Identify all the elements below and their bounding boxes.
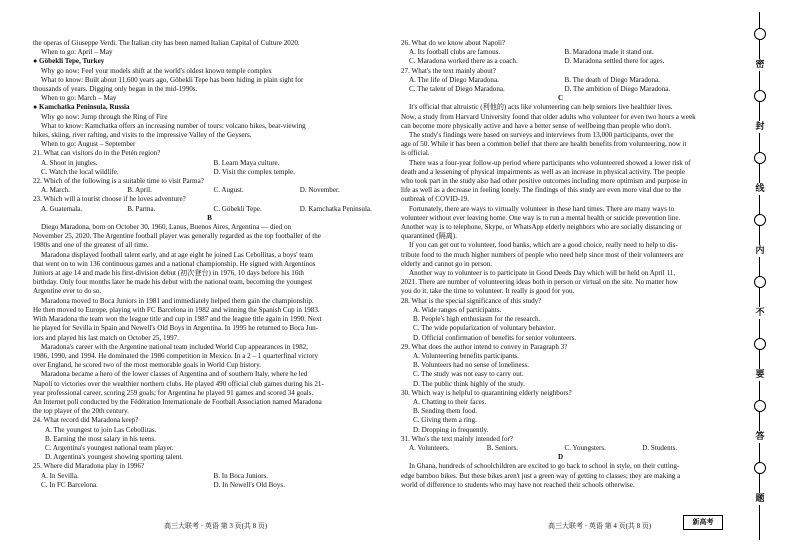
text-line: He then moved to Europe, playing with FC Barcelona in 1982 and winning the Spanish Cup in 1983. [33, 305, 320, 314]
seal-label: 内 [755, 246, 765, 256]
text-line: 1980s and one of the greatest of all time. [33, 241, 149, 250]
seal-circle-icon [754, 462, 766, 474]
text-line: the operas of Giuseppe Verdi. The Italian city has been named Italian Capital of Culture 2020. [33, 39, 300, 47]
text-line: that went on to win 136 continuous games and a national championship. He signed with Argentinos [33, 259, 316, 268]
text-line: year professional career, scoring 259 goals; for Argentina he played 91 games and scored 34 goals. [33, 388, 314, 397]
text-line: November 25, 2020. The Argentine football player was generally regarded as the top footballer of the [33, 232, 321, 241]
text-line: elderly and cannot go in person. [401, 259, 493, 268]
text-line: over England, he scored two of the most memorable goals in World Cup history. [33, 361, 261, 370]
seal-margin-strip [727, 0, 794, 551]
seal-label: 题 [755, 494, 765, 504]
answer-options [401, 48, 720, 57]
text-line: life as well as a decrease in feeling lonely. The findings of this study are even more vital due to the [401, 186, 682, 195]
option: A. Guatemala. [41, 204, 83, 213]
passage-letter: C [557, 94, 564, 103]
text-line: birthday. Only four months later he made his debut with the national team, becoming the youngest [33, 278, 313, 287]
paragraph-line: What to know: Kamchatka offers an increasing number of tours: volcano hikes, bear-viewing [41, 121, 306, 130]
answer-options [401, 57, 720, 66]
text-line: volunteer without ever leaving home. One way is to run a mental health or suicide prevention line. [401, 213, 681, 222]
answer-option: D. Argentina's youngest showing sporting talent. [45, 453, 184, 462]
option: C. Maradona worked there as a coach. [409, 57, 518, 66]
option: B. The death of Diego Maradona. [564, 75, 660, 84]
question-stem: 2021. There are number of volunteering ideas both in person or virtual on the site. No matter how [401, 278, 679, 287]
option: D. The ambition of Diego Maradona. [564, 85, 671, 94]
paragraph-line: Fortunately, there are ways to virtually volunteer in these hard times. There are many ways to [409, 204, 675, 213]
text-line: quarantined (隔离). [401, 232, 457, 241]
text-line: you do it, take the time to volunteer. It really is good for you. [401, 287, 575, 296]
text-line: hikes, skiing, river rafting, and visits to the impressive Valley of the Geysers. [33, 131, 252, 140]
question-stem: 24. What record did Maradona keep? [33, 416, 139, 425]
question-stem: 28. What is the special significance of this study? [401, 296, 542, 305]
paragraph-line: In Ghana, hundreds of schoolchildren are excited to go back to school in style, on their cutting- [409, 462, 680, 471]
seal-label: 线 [755, 184, 765, 194]
option: D. Maradona settled there for ages. [564, 57, 665, 66]
answer-option: B. Sending them food. [413, 407, 478, 416]
section-heading: ● Kamchatka Peninsula, Russia [33, 103, 130, 112]
seal-circle-icon [754, 28, 766, 40]
paragraph-line: Another way to volunteer is to participate in Good Deeds Day which will be held on April 11, [409, 269, 676, 278]
seal-label: 答 [755, 432, 765, 442]
section-heading: ● Göbekli Tepe, Turkey [33, 57, 105, 66]
question-stem: 26. What do we know about Napoli? [401, 39, 506, 47]
paragraph-line: When to go: August – September [41, 140, 136, 149]
option: A. Volunteers. [409, 443, 450, 452]
text-line: An Internet poll conducted by the Fédération Internationale de Football Association named Maradona [33, 397, 322, 406]
answer-options [33, 472, 386, 481]
text-line: Argentine ever to do so. [33, 287, 102, 296]
text-line: age of 50. While it has been a common belief that there are health benefits from volunteering, now it [401, 140, 687, 149]
seal-circle-icon [754, 152, 766, 164]
question-stem: 30. Which way is helpful to quarantining elderly neighbors? [401, 388, 572, 397]
text-line: iors and played his last match on October 25, 1997. [33, 333, 179, 342]
option: A. In Sevilla. [41, 471, 79, 480]
text-line: outbreak of COVID-19. [401, 195, 469, 204]
paragraph-line: Diego Maradona, born on October 30, 1960, Lanus, Buenos Aires, Argentina — died on [41, 223, 292, 232]
option: C. In FC Barcelona. [41, 480, 98, 489]
question-stem: 25. Where did Maradona play in 1996? [33, 462, 145, 471]
question-stem: 31. Who's the text mainly intended for? [401, 434, 514, 443]
left-column [33, 39, 386, 490]
passage-letter: D [557, 453, 564, 462]
paragraph-line: Maradona's career with the Argentine national team included World Cup appearances in 1982, [41, 342, 308, 351]
option: C. The talent of Diego Maradona. [409, 85, 505, 94]
answer-options [33, 205, 386, 214]
answer-option: C. Giving them a ring. [413, 416, 477, 425]
question-stem: 27. What's the text mainly about? [401, 66, 496, 75]
option: A. Shoot in jungles. [41, 158, 98, 167]
paragraph-line: There was a four-year follow-up period where participants who volunteered showed a lower risk of [409, 158, 691, 167]
text-line: who took part in the study also had other positive outcomes including more optimism and purpose in [401, 177, 688, 186]
paragraph-line: Maradona displayed football talent early, and at age eight he joined Las Cebollitas, a boys' team [41, 250, 314, 259]
answer-option: A. Volunteering benefits participants. [413, 351, 519, 360]
text-line: edge bamboo bikes. But these bikes aren't just a green way of getting to classes; they are making a [401, 471, 681, 480]
option: D. Students. [642, 443, 678, 452]
answer-option: B. Earning the most salary in his teens. [45, 434, 156, 443]
seal-circle-icon [754, 338, 766, 350]
text-line: tribute food to the much higher numbers of people who need help since most of their volunteers are [401, 250, 684, 259]
exam-type-badge: 新高考 [683, 515, 723, 530]
text-line: death and a lessening of physical impairments as well as an increase in physical activity. The people [401, 167, 686, 176]
answer-options [33, 168, 386, 177]
paragraph-line: What to know: Built about 11,600 years ago, Göbekli Tepe has been hiding in plain sight for [41, 75, 304, 84]
seal-label: 密 [755, 60, 765, 70]
option: B. April. [127, 186, 152, 195]
question-stem: 21. What can visitors do in the Petén region? [33, 149, 161, 158]
text-line: thousands of years. Digging only began in the mid-1990s. [33, 85, 198, 94]
option: B. Maradona made it stand out. [564, 48, 654, 57]
text-line: Napoli to victories over the wealthier northern clubs. He played 490 official club games during his 21- [33, 379, 324, 388]
option: D. November. [299, 186, 340, 195]
text-line: world of difference to students who may have not reached their schools otherwise. [401, 480, 635, 489]
option: C. Watch the local wildlife. [41, 167, 119, 176]
paragraph-line: Why go now: Feel your models shift at the world's oldest known temple complex [41, 66, 272, 75]
paragraph-line: When to go: April – May [41, 48, 113, 57]
answer-options [33, 159, 386, 168]
text-line: the top player of the 20th century. [33, 407, 129, 416]
option: B. In Boca Juniors. [213, 471, 269, 480]
seal-label: 封 [755, 122, 765, 132]
answer-option: C. Argentina's youngest national team player. [45, 443, 174, 452]
paragraph-line: The study's findings were based on surveys and interviews from 13,000 participants, over the [409, 131, 674, 140]
answer-options [401, 85, 720, 94]
question-stem: 23. Which will a tourist choose if he loves adventure? [33, 195, 186, 204]
seal-circle-icon [754, 400, 766, 412]
paragraph-line: When to go: March – May [41, 94, 117, 103]
option: B. Learn Maya culture. [213, 158, 280, 167]
answer-options [401, 444, 720, 453]
question-stem: 29. What does the author intend to convey in Paragraph 3? [401, 342, 568, 351]
paragraph-line: Maradona became a hero of the lower classes of Argentina and of southern Italy, where he led [41, 370, 308, 379]
page-footer-right: 高三大联考 · 英语 第 4 页(共 8 页) [548, 522, 652, 530]
option: C. Youngsters. [564, 443, 606, 452]
text-line: Juniors at age 14 and made his first-division debut (初次登台) in 1976, 10 days before his 16th [33, 269, 304, 278]
answer-options [401, 76, 720, 85]
text-line: Another way is to telephone, Skype, or WhatsApp elderly neighbors who are socially distancing or [401, 223, 682, 232]
answer-option: A. The youngest to join Las Cebollitas. [45, 425, 157, 434]
answer-option: B. Volunteers had no sense of loneliness. [413, 361, 529, 370]
option: B. Seniors. [486, 443, 519, 452]
text-line: With Maradona the team won the league title and cup in 1987 and the league title again in 1990. Next [33, 315, 322, 324]
paragraph-line: Why go now: Jump through the Ring of Fire [41, 112, 168, 121]
option: C. Göbekli Tepe. [213, 204, 262, 213]
answer-option: C. The study was not easy to carry out. [413, 370, 524, 379]
answer-option: B. People's high enthusiasm for the research. [413, 315, 541, 324]
answer-option: D. Official confirmation of benefits for senior volunteers. [413, 333, 577, 342]
text-line: Now, a study from Harvard University found that older adults who volunteer for even two hours a week [401, 112, 696, 121]
passage-letter: B [207, 213, 212, 222]
question-stem: 22. Which of the following is a suitable time to visit Parma? [33, 177, 204, 186]
option: D. Visit the complex temple. [213, 167, 295, 176]
text-line: 1986, 1990, and 1994. He dominated the 1986 competition in Mexico. In a 2 – 1 quarterfinal victory [33, 351, 319, 360]
right-column [401, 39, 720, 490]
seal-circle-icon [754, 276, 766, 288]
paragraph-line: Maradona moved to Boca Juniors in 1981 and immediately helped them gain the championship. [41, 296, 314, 305]
seal-circle-icon [754, 214, 766, 226]
page-footer-left: 高三大联考 · 英语 第 3 页(共 8 页) [164, 522, 268, 530]
paragraph-line: If you can get out to volunteer, food banks, which are a good choice, really need to help to dis- [409, 241, 678, 250]
option: D. In Newell's Old Boys. [213, 480, 285, 489]
seal-circle-icon [754, 90, 766, 102]
option: A. The life of Diego Maradona. [409, 75, 499, 84]
answer-option: A. Wide ranges of participants. [413, 305, 502, 314]
answer-option: D. Dropping in frequently. [413, 425, 489, 434]
text-line: he played for Sevilla in Spain and Newell's Old Boys in Argentina. In 1995 he returned to Boca Jun- [33, 324, 319, 333]
option: A. March. [41, 186, 70, 195]
option: C. August. [213, 186, 244, 195]
answer-option: D. The public think highly of the study. [413, 379, 525, 388]
paragraph-line: It's official that altruistic (利他的) acts like volunteering can help seniors live healthier lives. [409, 103, 673, 112]
seal-label: 不 [755, 308, 765, 318]
text-line: can become more physically active and have a better sense of wellbeing than people who don't. [401, 121, 672, 130]
option: D. Kamchatka Peninsula. [299, 204, 372, 213]
answer-options [33, 481, 386, 490]
answer-options [33, 186, 386, 195]
option: A. Its football clubs are famous. [409, 48, 501, 57]
seal-label: 要 [755, 370, 765, 380]
option: B. Parma. [127, 204, 156, 213]
text-line: is official. [401, 149, 430, 158]
answer-option: C. The wide popularization of voluntary behavior. [413, 324, 556, 333]
answer-option: A. Chatting to their faces. [413, 397, 487, 406]
